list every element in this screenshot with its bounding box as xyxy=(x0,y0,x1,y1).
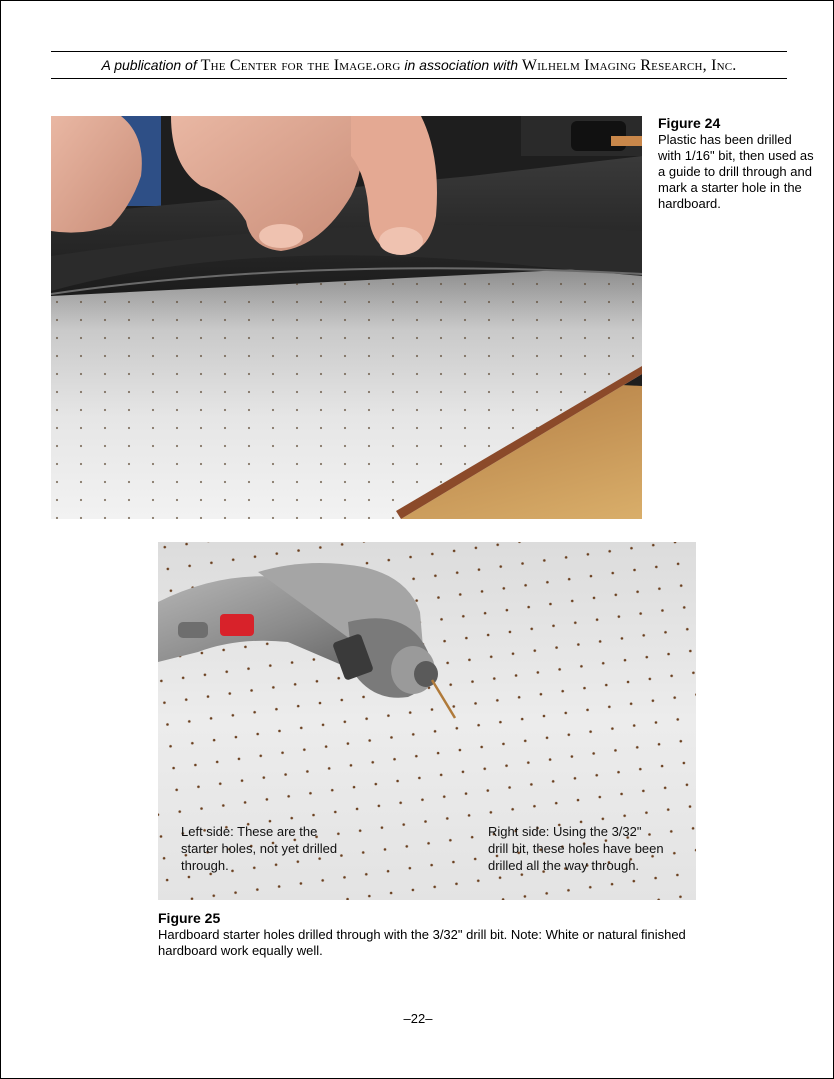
header-prefix: A publication of xyxy=(101,57,197,73)
figure-24-caption-text: Plastic has been drilled with 1/16" bit, then used as a guide to drill through and mark a starter hole in the hardboard. xyxy=(658,132,814,211)
header-rule-bottom xyxy=(51,78,787,79)
figure-24-caption xyxy=(658,115,818,212)
page-number: –22– xyxy=(403,1011,433,1026)
annotation-left-side: Left side: These are the starter holes, not yet drilled through. xyxy=(181,824,338,873)
annotation-right-side: Right side: Using the 3/32" drill bit, these holes have been drilled all the way through. xyxy=(488,824,664,873)
figure-24-photo xyxy=(51,116,642,519)
figure-25-title: Figure 25 xyxy=(158,910,221,926)
header-rule-top xyxy=(51,51,787,52)
figure-24-title: Figure 24 xyxy=(658,115,721,131)
publication-header xyxy=(51,54,787,76)
header-partner: Wilhelm Imaging Research, Inc. xyxy=(521,57,737,74)
figure-25-caption-text: Hardboard starter holes drilled through with the 3/32" drill bit. Note: White or natural finished hardboard work equally well. xyxy=(158,927,686,958)
header-org: The Center for the Image.org xyxy=(200,57,401,74)
figure-25-caption xyxy=(158,910,698,959)
figure-25-photo xyxy=(158,542,696,900)
header-middle: in association with xyxy=(404,57,518,73)
